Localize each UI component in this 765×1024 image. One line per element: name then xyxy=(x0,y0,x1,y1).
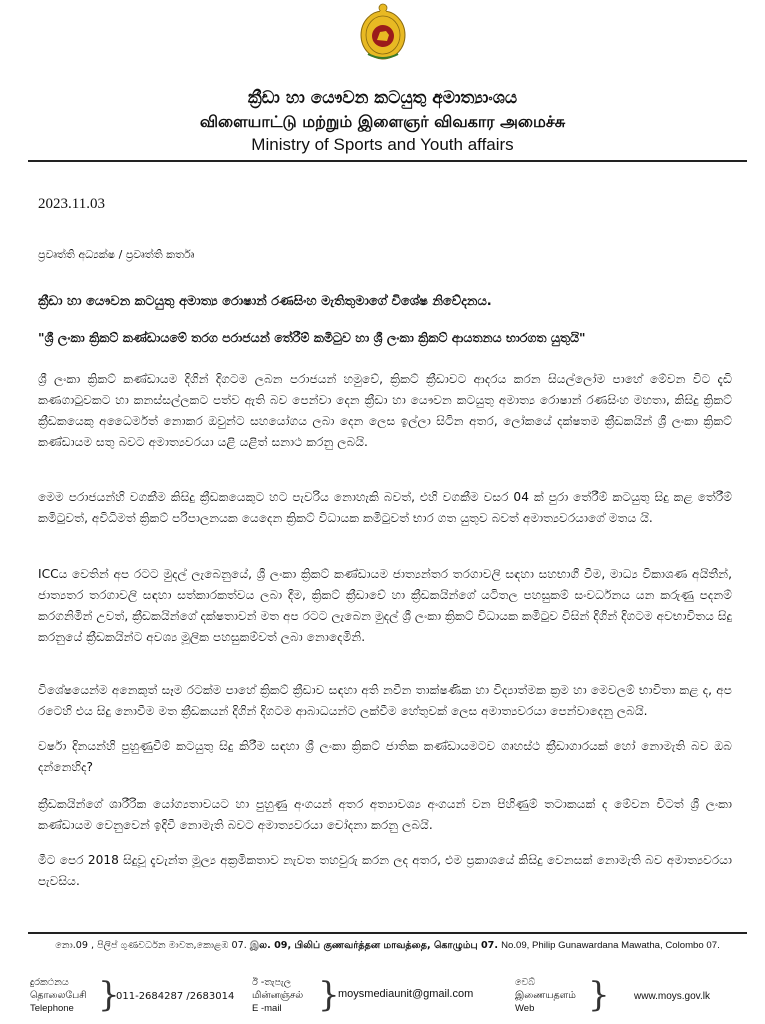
email-labels xyxy=(252,976,303,1015)
web-label-ta: இணையதளம் xyxy=(515,990,576,1001)
email-label-en: E -mail xyxy=(252,1003,282,1014)
telephone-labels xyxy=(30,976,87,1015)
body-paragraph: වර්ෂා දිනයන්හි පුහුණුවීම් කටයුතු සිදු කිරීම සඳහා ශ්‍රී ලංකා ක්‍රිකට් ජාතික කණ්ඩායමටව ගෘහස්ථ ක්‍රීඩාගාරයක් හෝ නොමැති බව ඔබ දන්නෙහිද? xyxy=(38,739,732,774)
national-emblem-icon xyxy=(358,2,408,62)
letter-date: 2023.11.03 xyxy=(38,196,105,212)
brace-icon: } xyxy=(318,975,340,1015)
body-paragraph: විශේෂයෙන්ම අනෙකුත් සෑම රටක්ම පාහේ ක්‍රිකට් ක්‍රීඩාව සඳහා අති නවීන තාක්ෂණික හා විද්‍යාත්මක ක්‍රම හා මෙවලම් භාවිතා කළ ද, අප රටෙහි එය සිදු නොවීම මත ක්‍රීඩකයන් දිගින් දිගටම ආබාධයන්ට ලක්වීම හේතුවක් ලෙස අමාත්‍යවරයා පෙන්වාදෙනු ලබයි. xyxy=(38,683,732,718)
telephone-label-si: දුරකථනය xyxy=(30,977,69,988)
brace-icon: } xyxy=(98,975,120,1015)
web-label-en: Web xyxy=(515,1003,535,1014)
body-paragraph: ක්‍රීඩකයින්ගේ ශාරීරික යෝග්‍යතාවයට හා පුහුණු අංගයන් අතර අත්‍යාවශ්‍ය අංගයන් වන පිහිණුම් තටාකයක් ද මේවන විටත් ශ්‍රී ලංකා කණ්ඩායම වෙනුවෙන් ඉදිවී නොමැති බවට අමාත්‍යවරයා චෝදනා කරනු ලබයි. xyxy=(38,797,732,832)
ministry-name-tamil: விளையாட்டு மற்றும் இளைஞர் விவகார அமைச்சு xyxy=(199,112,566,131)
footer-divider xyxy=(28,932,747,934)
telephone-number: 011-2684287 /2683014 xyxy=(116,991,235,1002)
body-paragraph: ශ්‍රී ලංකා ක්‍රිකට් කණ්ඩායම දිගින් දිගටම ලබන පරාජයන් හමුවේ, ක්‍රිකට් ක්‍රීඩාවට ආදරය කරන සියල්ලෝම පාහේ මේවන විට දැඩි කණගාටුවකට හා කනස්සල්ලකට පත්ව ඇති බව පෙන්වා දෙන ක්‍රීඩා හා යෞවන කටයුතු අමාත්‍ය රොෂාන් රණසිංහ මහතා, කිසිදු ක්‍රිකට් ක්‍රීඩකයෙකු අධෛර්මත් නොකර ඔවුන්ට සහයෝගය ලබා දෙන ලෙස ඉල්ලා සිටින අතර, ලෝකයේ දක්ෂතම ක්‍රීඩකයින් ශ්‍රී ලංකා ක්‍රිකට් කණ්ඩායම සතු බවට අමාත්‍යවරයා යළි යළිත් සනාථ කරනු ලබයි. xyxy=(38,372,732,449)
web-label-si: වෙබ් xyxy=(515,977,536,988)
statement-title: ක්‍රීඩා හා යෞවන කටයුතු අමාත්‍ය රොෂාන් රණසිංහ මැතිතුමාගේ විශේෂ නිවේදනය. xyxy=(38,294,492,309)
telephone-label-en: Telephone xyxy=(30,1003,74,1014)
body-paragraph: මෙම පරාජයන්හි වගකීම කිසිදු ක්‍රීඩකයෙකුට හට පැවරිය නොහැකි බවත්, එහි වගකීම වසර 04 ක් පුරා තේරීම් කටයුතු සිදු කළ තේරීම් කමිටුවත්, අවිධිමත් ක්‍රිකට් පරිපාලනයක යෙදෙන ක්‍රිකට් විධායක කමිටුවත් භාර ගත යුතුව බවත් අමාත්‍යවරයාගේ මතය යි. xyxy=(38,490,732,525)
telephone-label-ta: தொலைபேசி xyxy=(30,990,87,1001)
website-link[interactable]: www.moys.gov.lk xyxy=(634,991,710,1002)
email-label-ta: மின்னஞ்சல் xyxy=(252,990,304,1001)
ministry-name-english: Ministry of Sports and Youth affairs xyxy=(251,135,514,154)
brace-icon: } xyxy=(588,975,610,1015)
header-divider xyxy=(28,160,747,162)
statement-subtitle: "ශ්‍රී ලංකා ක්‍රිකට් කණ්ඩායමේ තරග පරාජයන් තේරීම් කමිටුව හා ශ්‍රී ලංකා ක්‍රිකට් ආයතනය භාරගත යුතුයි" xyxy=(38,330,586,345)
ministry-name-sinhala: ක්‍රීඩා හා යෞවන කටයුතු අමාත්‍යාංශය xyxy=(247,88,518,108)
address-sinhala: නො.09 , පිලිප් ගුණවර්ධන මාවත,කොළඹ 07. xyxy=(55,940,247,951)
address-tamil: இல. 09, பிலிப் குணவர்த்தன மாவத்தை, கொழும்பு 07. xyxy=(249,940,499,951)
address-english: No.09, Philip Gunawardana Mawatha, Colombo 07. xyxy=(501,940,720,951)
recipient-line: ප්‍රවෘත්ති අධ්‍යක්ෂ / ප්‍රවෘත්ති කර්තෘ xyxy=(38,248,195,261)
email-label-si: ඊ -තැපැල xyxy=(252,977,291,988)
web-labels xyxy=(515,976,576,1015)
footer-address xyxy=(28,940,747,952)
body-paragraph: ICCය වෙතින් අප රටට මුදල් ලැබෙනුයේ, ශ්‍රී ලංකා ක්‍රිකට් කණ්ඩායම ජාත්‍යන්තර තරගාවලි සඳහා සහභාගී වීම, මාධ්‍ය විකාශණ අයිතීන්, ජාත්‍යතර තරගාවලි සඳහා සත්කාරකත්වය ලබා දීම, ක්‍රිකට් ක්‍රීඩාවේ හා ක්‍රීඩකයින්ගේ යටිතල පහසුකම් සංවර්ධනය යන කරුණු පදනම් කරගනිමින් උවත්, ක්‍රීඩකයින්ගේ දක්ෂතාවන් මත අප රටට ලැබෙන මුදල් ශ්‍රී ලංකා ක්‍රිකට් විධායක කමිටුව විසින් දිගින් දිගටම අවභාවිතය සිදු කරනුයේ ක්‍රීඩකයින්ට අවශ්‍ය මූලික පහසුකම්වත් ලබා නොදෙමිනි. xyxy=(38,567,732,644)
email-address[interactable]: moysmediaunit@gmail.com xyxy=(338,988,474,1000)
body-paragraph: මීට පෙර 2018 සිදුවූ දැවැන්ත මූල්‍ය අක්‍රමිකතාව නැවත තහවුරු කරන ලද අතර, එම ප්‍රකාශයේ කිසිදු වෙනසක් නොමැති බව අමාත්‍යවරයා පැවසිය. xyxy=(38,853,732,888)
